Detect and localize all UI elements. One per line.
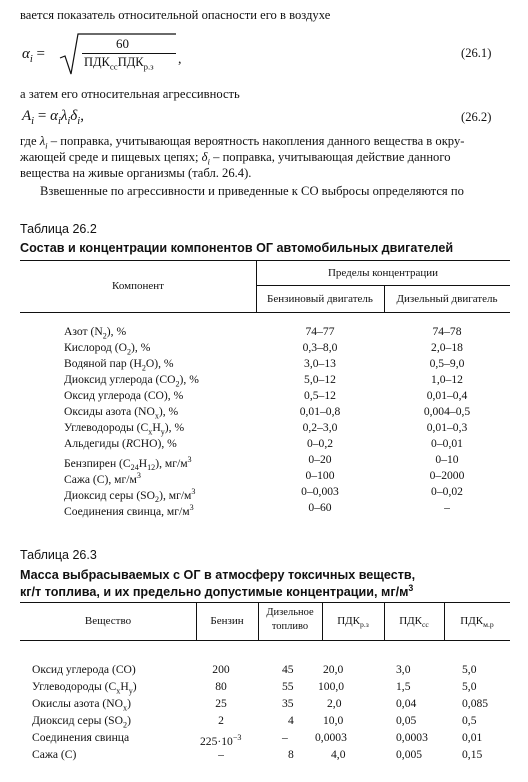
table3-head-diesel-1: Дизельное (266, 607, 314, 618)
table2-row-petrol: 0–0,2 (306, 437, 334, 450)
table2-head-rule (20, 312, 510, 313)
table2-row-diesel: 0,01–0,4 (426, 389, 468, 402)
table2-row-petrol: 74–77 (305, 325, 335, 338)
formula1-tail: , (178, 52, 182, 67)
then-line: а затем его относительная агрессивность (20, 87, 240, 101)
table3-row-name: Сажа (C) (32, 748, 77, 761)
table2-row-petrol: 0–20 (308, 453, 332, 466)
table3-row-petrol: – (218, 748, 224, 761)
table3-row-diesel: 35 (282, 697, 294, 710)
table2-row-petrol: 0–100 (305, 469, 335, 482)
table3-row-rz: 2,0 (327, 697, 342, 710)
table3-row-ss: 0,005 (396, 748, 423, 761)
table2-row-petrol: 0–0,003 (301, 485, 339, 498)
table2-row-name: Соединения свинца, $мг/м^3$ (64, 503, 194, 518)
table2-row-diesel: 74–78 (432, 325, 462, 338)
table3-row-diesel: 45 (282, 663, 294, 676)
table2-row-diesel: 1,0–12 (431, 373, 463, 386)
table3-head-rule (20, 640, 510, 641)
table2-row-name: Кислород $(O_2)$, % (64, 341, 151, 357)
table3-row-petrol: $225\cdot 10^{-3}$ (200, 733, 242, 748)
table3-row-name: Диоксид серы $(SO_2)$ (32, 714, 131, 730)
table3-head-pdk-mr: $ПДК_{м.р}$ (460, 615, 494, 630)
table2-row-petrol: 0,5–12 (304, 389, 336, 402)
formula2-number: (26.2) (461, 110, 492, 124)
table3-row-diesel: – (282, 731, 288, 744)
table3-row-rz: 0,0003 (315, 731, 347, 744)
table3-row-petrol: 2 (218, 714, 224, 727)
formula1-denominator: $ПДК_{сс}ПДК_{р.з}$ (84, 55, 154, 72)
table3-head-substance: Вещество (84, 615, 132, 627)
table3-title-line2: кг/т топлива, и их предельно допустимые концентрации, $мг/м^3$ (20, 583, 414, 600)
table3-row-ss: 0,0003 (396, 731, 428, 744)
formula1-lhs: $\alpha_i$ = (22, 46, 46, 65)
table3-row-mr: 5,0 (462, 663, 477, 676)
table2-row-name: Углеводороды $(C_xH_y)$, % (64, 421, 185, 437)
table3-row-diesel: 55 (282, 680, 294, 693)
table3-row-name: Оксид углерода (CO) (32, 663, 136, 676)
table3-row-mr: 5,0 (462, 680, 477, 693)
where-line-1: где $\lambda_i$ – поправка, учитывающая вероятность накопления данного вещества в окру- (20, 134, 465, 151)
formula1-fraction-bar (82, 53, 176, 54)
table3-row-petrol: 200 (212, 663, 230, 676)
table2-row-name: Бензпирен $(C_{24}H_{12})$, $мг/м^3$ (64, 455, 192, 473)
table3-row-diesel: 4 (288, 714, 294, 727)
table2-top-rule (20, 260, 510, 261)
table3-row-ss: 3,0 (396, 663, 411, 676)
where-line-2: жающей среде и пищевых цепях; $\delta_i$ – поправка, учитывающая действие данного (20, 150, 451, 167)
table2-row-petrol: 0,2–3,0 (302, 421, 338, 434)
table3-row-diesel: 8 (288, 748, 294, 761)
table2-row-diesel: 0,01–0,3 (426, 421, 468, 434)
table3-top-rule (20, 602, 510, 603)
where-line-3: вещества на живые организмы (табл. 26.4). (20, 166, 252, 180)
table3-head-petrol: Бензин (210, 615, 244, 627)
table3-row-rz: 20,0 (323, 663, 344, 676)
formula-26-2: $A_i = \alpha_i\lambda_i\delta_i$, (22, 108, 84, 127)
table2-row-diesel: 0–0,02 (431, 485, 463, 498)
intro-line: вается показатель относительной опасности его в воздухе (20, 8, 331, 22)
table3-row-ss: 0,04 (396, 697, 417, 710)
formula1-number: (26.1) (461, 46, 492, 60)
table3-row-mr: 0,01 (462, 731, 483, 744)
table2-row-petrol: 3,0–13 (304, 357, 336, 370)
table3-row-ss: 0,05 (396, 714, 417, 727)
table2-row-diesel: 0,5–9,0 (429, 357, 465, 370)
table3-title-line1: Масса выбрасываемых с ОГ в атмосферу токсичных веществ, (20, 568, 416, 582)
table2-row-name: Альдегиды (RCHO), % (64, 437, 177, 450)
table2-row-name: Диоксид серы $(SO_2)$, $мг/м^3$ (64, 487, 196, 505)
table3-head-pdk-rz: $ПДК_{р.з}$ (337, 615, 369, 630)
table2-title: Состав и концентрации компонентов ОГ автомобильных двигателей (20, 241, 454, 255)
table3-head-diesel-2: топливо (271, 621, 309, 632)
table2-row-name: Азот $(N_2)$, % (64, 325, 127, 341)
table2-row-name: Оксиды азота $(NO_x)$, % (64, 405, 179, 421)
table3-row-mr: 0,15 (462, 748, 483, 761)
table2-row-name: Водяной пар $(H_2O)$, % (64, 357, 174, 373)
table3-row-mr: 0,085 (462, 697, 489, 710)
table3-row-rz: 100,0 (318, 680, 345, 693)
table2-row-petrol: 0,01–0,8 (299, 405, 341, 418)
table2-row-name: Оксид углерода (CO), % (64, 389, 184, 402)
table3-row-ss: 1,5 (396, 680, 411, 693)
table3-row-petrol: 25 (215, 697, 227, 710)
table2-row-name: Сажа (C), $мг/м^3$ (64, 471, 141, 486)
table3-row-mr: 0,5 (462, 714, 477, 727)
table2-row-diesel: 0–2000 (429, 469, 465, 482)
table2-row-diesel: – (444, 501, 450, 514)
table2-head-component: Компонент (112, 280, 164, 292)
table2-head-diesel: Дизельный двигатель (396, 293, 498, 305)
table3-row-rz: 10,0 (323, 714, 344, 727)
table3-row-name: Окислы азота $(NO_x)$ (32, 697, 131, 713)
table2-head-petrol: Бензиновый двигатель (267, 293, 373, 305)
table3-row-petrol: 80 (215, 680, 227, 693)
table2-row-petrol: 0,3–8,0 (302, 341, 338, 354)
table3-row-rz: 4,0 (331, 748, 346, 761)
table2-label: Таблица 26.2 (20, 222, 97, 236)
table2-head-limits: Пределы концентрации (327, 267, 439, 279)
table3-row-name: Углеводороды $(C_xH_y)$ (32, 680, 137, 696)
weighted-line: Взвешенные по агрессивности и приведенные к СО выбросы определяются по (40, 184, 464, 198)
table2-row-petrol: 5,0–12 (304, 373, 336, 386)
table2-row-diesel: 2,0–18 (431, 341, 463, 354)
table3-head-pdk-ss: $ПДК_{сс}$ (399, 615, 429, 630)
formula1-numerator: 60 (116, 36, 129, 51)
table2-row-diesel: 0–10 (435, 453, 459, 466)
table2-row-diesel: 0,004–0,5 (423, 405, 471, 418)
table3-label: Таблица 26.3 (20, 548, 97, 562)
table2-mid-rule (256, 285, 510, 286)
table2-row-petrol: 0–60 (308, 501, 332, 514)
table2-row-diesel: 0–0,01 (431, 437, 463, 450)
table3-row-name: Соединения свинца (32, 731, 130, 744)
table2-row-name: Диоксид углерода $(CO_2)$, % (64, 373, 199, 389)
